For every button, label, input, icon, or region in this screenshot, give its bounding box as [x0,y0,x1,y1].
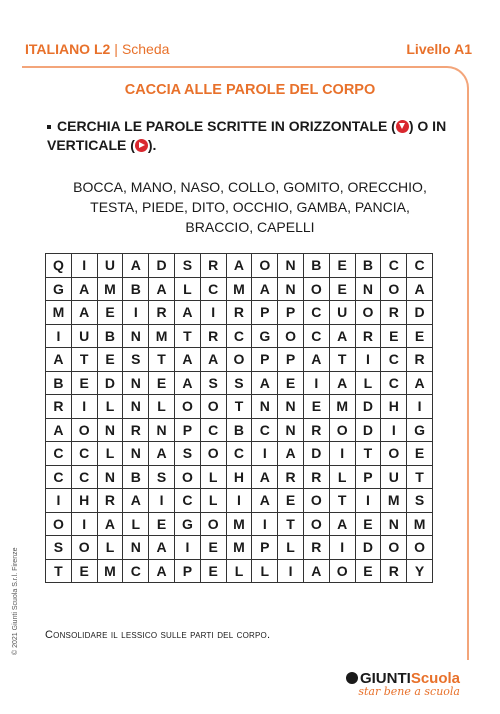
grid-cell[interactable]: N [278,277,304,301]
grid-cell[interactable]: L [252,559,278,583]
grid-cell[interactable]: C [226,442,252,466]
grid-cell[interactable]: P [355,465,381,489]
grid-cell[interactable]: O [200,442,226,466]
grid-cell[interactable]: I [329,536,355,560]
logo-g-icon [346,672,358,684]
grid-cell[interactable]: O [174,395,200,419]
grid-cell[interactable]: A [123,489,149,513]
grid-cell[interactable]: E [278,371,304,395]
grid-cell[interactable]: I [71,254,97,278]
grid-cell[interactable]: R [149,301,175,325]
grid-cell[interactable]: C [407,254,433,278]
grid-cell[interactable]: N [123,395,149,419]
grid-cell[interactable]: I [329,442,355,466]
grid-cell[interactable]: O [381,536,407,560]
grid-cell[interactable]: E [303,395,329,419]
grid-cell[interactable]: R [200,324,226,348]
grid-cell[interactable]: T [71,348,97,372]
grid-cell[interactable]: A [149,559,175,583]
grid-cell[interactable]: M [381,489,407,513]
grid-cell[interactable]: R [226,301,252,325]
grid-row [46,277,433,301]
grid-cell[interactable]: O [226,348,252,372]
grid-cell[interactable]: M [407,512,433,536]
grid-row [46,348,433,372]
grid-cell[interactable]: B [355,254,381,278]
grid-cell[interactable]: N [278,418,304,442]
grid-cell[interactable]: R [303,418,329,442]
grid-cell[interactable]: R [303,536,329,560]
grid-cell[interactable]: P [174,418,200,442]
grid-cell[interactable]: S [174,442,200,466]
copyright: © 2021 Giunti Scuola S.r.l. Firenze [12,547,19,655]
grid-cell[interactable]: I [355,348,381,372]
grid-cell[interactable]: A [149,277,175,301]
grid-cell[interactable]: O [355,301,381,325]
grid-cell[interactable]: P [252,536,278,560]
grid-cell[interactable]: B [303,254,329,278]
grid-cell[interactable]: C [71,465,97,489]
grid-cell[interactable]: A [123,254,149,278]
grid-cell[interactable]: E [97,348,123,372]
grid-cell[interactable]: N [123,324,149,348]
header-subject: ITALIANO L2 [25,41,111,57]
grid-cell[interactable]: B [123,277,149,301]
grid-cell[interactable]: I [149,489,175,513]
grid-cell[interactable]: E [71,559,97,583]
grid-cell[interactable]: O [71,536,97,560]
footnote: Consolidare il lessico sulle parti del corpo. [45,629,271,641]
grid-cell[interactable]: E [200,536,226,560]
grid-cell[interactable]: E [71,371,97,395]
grid-cell[interactable]: P [278,301,304,325]
grid-cell[interactable]: T [149,348,175,372]
grid-cell[interactable]: T [278,512,304,536]
grid-cell[interactable]: C [252,418,278,442]
grid-cell[interactable]: R [381,559,407,583]
instruction-part3: ). [147,137,157,153]
word-list [0,177,500,237]
grid-cell[interactable]: A [407,371,433,395]
grid-cell[interactable]: D [407,301,433,325]
grid-cell[interactable]: M [149,324,175,348]
grid-cell[interactable]: M [97,559,123,583]
word-list-line3: BRACCIO, CAPELLI [185,219,315,235]
grid-cell[interactable]: A [97,512,123,536]
grid-cell[interactable]: O [252,254,278,278]
header-type: Scheda [121,41,170,57]
grid-cell[interactable]: Y [407,559,433,583]
grid-cell[interactable]: N [355,277,381,301]
grid-cell[interactable]: A [46,418,72,442]
grid-cell[interactable]: A [174,348,200,372]
word-search-grid [45,253,433,583]
grid-cell[interactable]: R [200,254,226,278]
grid-cell[interactable]: A [46,348,72,372]
grid-cell[interactable]: C [226,324,252,348]
grid-row [46,324,433,348]
grid-row [46,254,433,278]
grid-cell[interactable]: U [329,301,355,325]
grid-cell[interactable]: I [252,442,278,466]
grid-row [46,489,433,513]
grid-cell[interactable]: C [303,301,329,325]
grid-cell[interactable]: O [381,277,407,301]
grid-cell[interactable]: R [278,465,304,489]
grid-cell[interactable]: O [381,442,407,466]
grid-cell[interactable]: C [123,559,149,583]
grid-cell[interactable]: L [149,395,175,419]
grid-cell[interactable]: G [407,418,433,442]
instruction [47,117,467,155]
grid-cell[interactable]: M [226,277,252,301]
grid-cell[interactable]: A [303,559,329,583]
grid-cell[interactable]: T [355,442,381,466]
grid-row [46,512,433,536]
grid-cell[interactable]: L [123,512,149,536]
instruction-part1: CERCHIA LE PAROLE SCRITTE IN ORIZZONTALE ( [57,118,396,134]
grid-cell[interactable]: S [200,371,226,395]
grid-cell[interactable]: I [200,301,226,325]
grid-cell[interactable]: L [200,489,226,513]
grid-cell[interactable]: E [355,559,381,583]
grid-row [46,442,433,466]
header-separator: | [114,41,118,57]
grid-cell[interactable]: E [278,489,304,513]
grid-cell[interactable]: G [46,277,72,301]
grid-cell[interactable]: I [303,371,329,395]
grid-cell[interactable]: L [97,442,123,466]
instruction-part2: ) O IN VERTICALE ( [47,118,447,153]
grid-cell[interactable]: A [174,371,200,395]
grid-cell[interactable]: T [329,489,355,513]
grid-row [46,418,433,442]
arrow-down-icon [396,120,409,133]
grid-row [46,371,433,395]
grid-cell[interactable]: M [226,536,252,560]
grid-cell[interactable]: A [200,348,226,372]
grid-cell[interactable]: S [123,348,149,372]
grid-cell[interactable]: I [278,559,304,583]
grid-cell[interactable]: A [149,442,175,466]
grid-cell[interactable]: D [97,371,123,395]
grid-cell[interactable]: N [123,442,149,466]
grid-cell[interactable]: D [355,395,381,419]
grid-cell[interactable]: R [303,465,329,489]
grid-cell[interactable]: E [97,301,123,325]
grid-cell[interactable]: I [123,301,149,325]
grid-cell[interactable]: C [46,465,72,489]
grid-cell[interactable]: A [329,512,355,536]
grid-cell[interactable]: N [252,395,278,419]
grid-cell[interactable]: O [200,395,226,419]
grid-row [46,395,433,419]
grid-cell[interactable]: E [407,324,433,348]
grid-cell[interactable]: B [226,418,252,442]
grid-cell[interactable]: T [329,348,355,372]
grid-cell[interactable]: A [174,301,200,325]
logo-brand-sub: Scuola [410,670,460,687]
grid-cell[interactable]: M [97,277,123,301]
grid-row [46,301,433,325]
grid-cell[interactable]: G [252,324,278,348]
grid-cell[interactable]: C [381,254,407,278]
grid-cell[interactable]: L [226,559,252,583]
grid-cell[interactable]: E [407,442,433,466]
word-list-line2: TESTA, PIEDE, DITO, OCCHIO, GAMBA, PANCIA, [90,199,410,215]
grid-cell[interactable]: N [381,512,407,536]
grid-cell[interactable]: A [329,324,355,348]
grid-cell[interactable]: A [71,301,97,325]
grid-cell[interactable]: I [174,536,200,560]
grid-row [46,559,433,583]
grid-cell[interactable]: P [278,348,304,372]
grid-cell[interactable]: A [252,277,278,301]
grid-cell[interactable]: I [71,512,97,536]
grid-cell[interactable]: N [97,465,123,489]
grid-cell[interactable]: C [46,442,72,466]
grid-cell[interactable]: D [355,418,381,442]
grid-cell[interactable]: P [252,301,278,325]
grid-cell[interactable]: R [123,418,149,442]
grid-cell[interactable]: A [226,254,252,278]
header-left [25,41,169,57]
grid-cell[interactable]: C [71,442,97,466]
grid-cell[interactable]: O [46,512,72,536]
grid-cell[interactable]: S [407,489,433,513]
grid-cell[interactable]: C [381,348,407,372]
grid-cell[interactable]: N [278,395,304,419]
grid-cell[interactable]: R [46,395,72,419]
grid-cell[interactable]: B [46,371,72,395]
grid-cell[interactable]: M [226,512,252,536]
grid-cell[interactable]: R [381,301,407,325]
grid-cell[interactable]: C [200,277,226,301]
grid-cell[interactable]: N [123,536,149,560]
grid-cell[interactable]: N [97,418,123,442]
grid-cell[interactable]: I [226,489,252,513]
grid-cell[interactable]: O [303,277,329,301]
grid-cell[interactable]: C [303,324,329,348]
grid-cell[interactable]: O [407,536,433,560]
grid-row [46,465,433,489]
header-level: Livello A1 [406,41,472,57]
grid-cell[interactable]: A [252,465,278,489]
grid-cell[interactable]: N [149,418,175,442]
logo-tagline: star bene a scuola [358,685,460,698]
grid-cell[interactable]: C [174,489,200,513]
grid-cell[interactable]: A [278,442,304,466]
grid-cell[interactable]: I [71,395,97,419]
grid-cell[interactable]: N [123,371,149,395]
grid-cell[interactable]: P [252,348,278,372]
grid-cell[interactable]: O [329,418,355,442]
grid-row [46,536,433,560]
grid-cell[interactable]: E [329,254,355,278]
grid-cell[interactable]: L [200,465,226,489]
publisher-logo [346,670,460,698]
grid-cell[interactable]: L [355,371,381,395]
grid-cell[interactable]: L [97,536,123,560]
grid-cell[interactable]: C [381,371,407,395]
grid-cell[interactable]: D [149,254,175,278]
grid-cell[interactable]: E [149,512,175,536]
word-list-line1: BOCCA, MANO, NASO, COLLO, GOMITO, ORECCHIO, [73,179,427,195]
grid-cell[interactable]: R [407,348,433,372]
arrow-right-icon [135,139,148,152]
grid-cell[interactable]: T [46,559,72,583]
grid-cell[interactable]: R [97,489,123,513]
grid-cell[interactable]: L [174,277,200,301]
grid-cell[interactable]: T [174,324,200,348]
grid-cell[interactable]: T [407,465,433,489]
grid-cell[interactable]: I [46,324,72,348]
grid-cell[interactable]: A [407,277,433,301]
grid-cell[interactable]: E [329,277,355,301]
grid-cell[interactable]: E [200,559,226,583]
grid-cell[interactable]: S [46,536,72,560]
grid-cell[interactable]: E [355,512,381,536]
grid-cell[interactable]: B [97,324,123,348]
grid-cell[interactable]: I [381,418,407,442]
bullet-icon [47,125,51,129]
grid-cell[interactable]: G [174,512,200,536]
grid-cell[interactable]: O [329,559,355,583]
grid-cell[interactable]: U [97,254,123,278]
grid-cell[interactable]: U [71,324,97,348]
grid-cell[interactable]: L [97,395,123,419]
grid-cell[interactable]: P [174,559,200,583]
grid-cell[interactable]: D [303,442,329,466]
grid-cell[interactable]: T [226,395,252,419]
grid-cell[interactable]: A [149,536,175,560]
grid-cell[interactable]: S [174,254,200,278]
page-title: CACCIA ALLE PAROLE DEL CORPO [124,82,376,98]
grid-cell[interactable]: C [200,418,226,442]
grid-cell[interactable]: A [303,348,329,372]
grid-cell[interactable]: A [252,489,278,513]
grid-cell[interactable]: H [381,395,407,419]
grid-cell[interactable]: I [252,512,278,536]
grid-cell[interactable]: L [329,465,355,489]
grid-cell[interactable]: L [278,536,304,560]
grid-cell[interactable]: Q [46,254,72,278]
grid-cell[interactable]: M [46,301,72,325]
grid-cell[interactable]: H [71,489,97,513]
grid-cell[interactable]: A [329,371,355,395]
grid-cell[interactable]: B [123,465,149,489]
grid-cell[interactable]: O [278,324,304,348]
grid-cell[interactable]: O [200,512,226,536]
grid-cell[interactable]: R [355,324,381,348]
grid-cell[interactable]: E [381,324,407,348]
grid-cell[interactable]: A [71,277,97,301]
grid-cell[interactable]: O [71,418,97,442]
grid-cell[interactable]: I [355,489,381,513]
grid-cell[interactable]: N [278,254,304,278]
grid-cell[interactable]: I [46,489,72,513]
grid-cell[interactable]: O [303,489,329,513]
grid-cell[interactable]: E [149,371,175,395]
grid-cell[interactable]: S [226,371,252,395]
grid-cell[interactable]: H [226,465,252,489]
grid-cell[interactable]: S [149,465,175,489]
grid-cell[interactable]: U [381,465,407,489]
grid-cell[interactable]: O [174,465,200,489]
grid-cell[interactable]: M [329,395,355,419]
logo-brand-main: GIUNTI [359,670,411,687]
grid-cell[interactable]: O [303,512,329,536]
grid-cell[interactable]: D [355,536,381,560]
grid-cell[interactable]: A [252,371,278,395]
grid-cell[interactable]: I [407,395,433,419]
